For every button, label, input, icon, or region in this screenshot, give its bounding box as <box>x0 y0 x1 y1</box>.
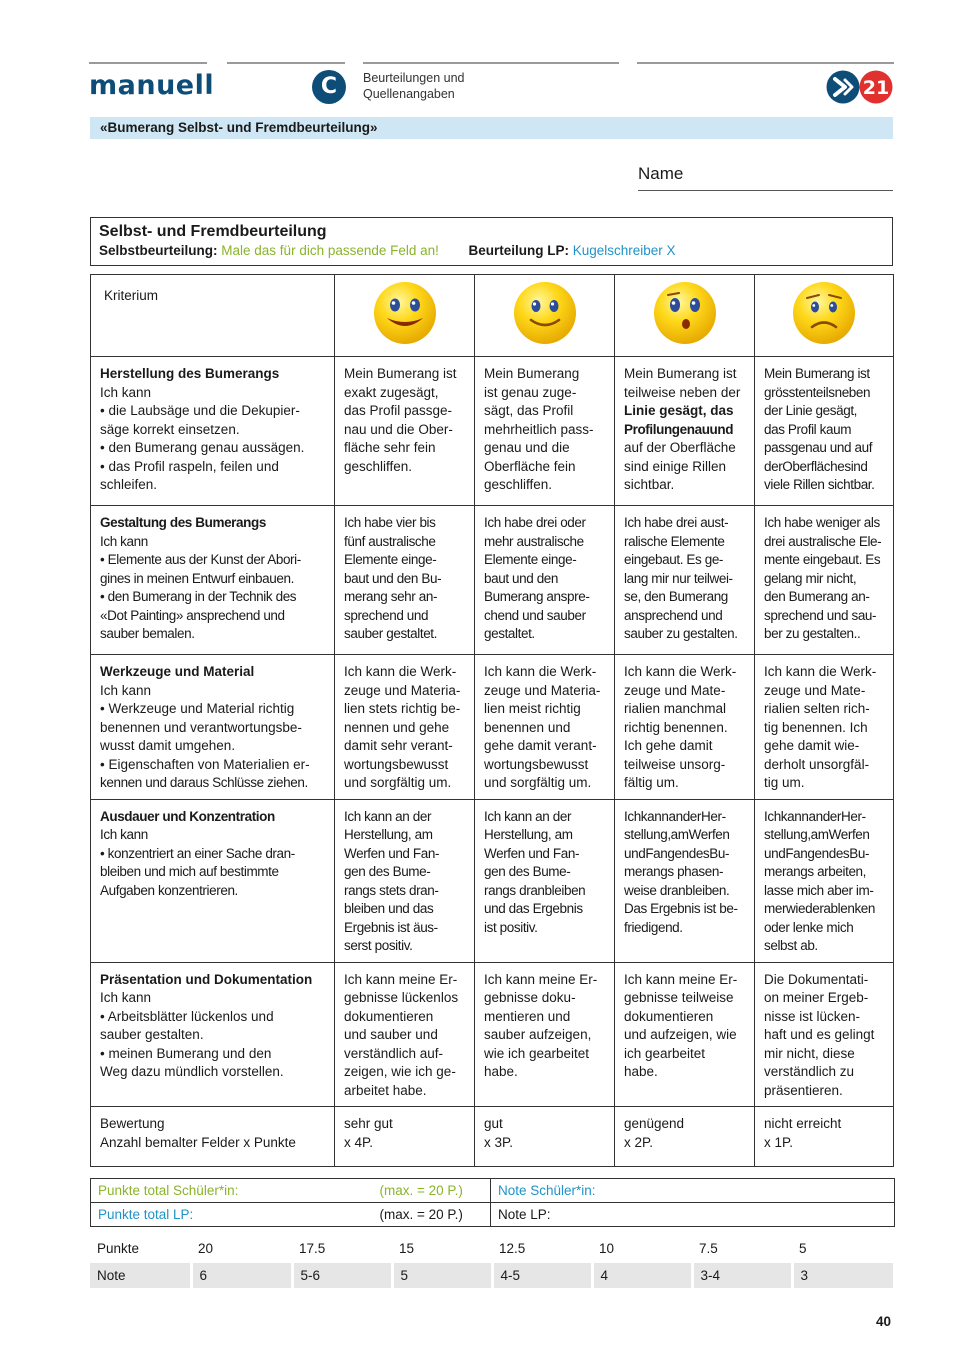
level-line: chend und sauber <box>484 607 586 623</box>
criterion-line: Ich kann <box>100 682 152 698</box>
chapter-badge: C <box>312 70 346 104</box>
level-line: teilweise unsorg- <box>624 756 726 772</box>
level-line: nisse ist lücken- <box>764 1008 861 1024</box>
lehrplan21-logo <box>826 70 894 104</box>
rating-level: sehr gut <box>344 1116 393 1131</box>
arrow-logo-icon <box>826 70 894 104</box>
scale-points-value: 12.5 <box>499 1241 526 1256</box>
level-line: mentieren und <box>484 1008 571 1024</box>
level-line: lang mir nur teilwei- <box>624 570 733 586</box>
level-line: merang sehr an- <box>344 589 438 604</box>
sad-face-icon <box>791 280 857 346</box>
level-line: geschliffen. <box>484 477 553 492</box>
criterion-line: Ich kann <box>100 827 148 842</box>
level-line: mehrheitlich pass- <box>484 421 594 437</box>
level-line: arbeitet habe. <box>344 1082 427 1098</box>
criterion-line: • Eigenschaften von Materialien er- <box>100 756 310 772</box>
criterion-line: kennen und daraus Schlüsse ziehen. <box>100 775 308 790</box>
criterion-cell <box>91 655 335 800</box>
level-line: lasse mich aber im- <box>764 882 874 898</box>
criterion-cell <box>91 506 335 655</box>
rating-sublabel: Anzahl bemalter Felder x Punkte <box>100 1134 296 1150</box>
level-line: Das Ergebnis ist be- <box>624 901 738 916</box>
scale-grade-value: 5 <box>392 1262 492 1288</box>
level-line: Ich kann meine Er- <box>624 971 738 987</box>
criterion-line: • Elemente aus der Kunst der Abori- <box>100 552 301 567</box>
rating-cell-very-good <box>335 1107 475 1167</box>
criterion-cell <box>91 357 335 506</box>
big-smile-face-icon <box>372 280 438 346</box>
level-line: sprechend und sau- <box>764 607 877 623</box>
assessment-title: Selbst- und Fremdbeurteilung <box>99 223 327 240</box>
level-line: sägt, das Profil <box>484 403 574 418</box>
level-cell-not-achieved[interactable] <box>755 357 894 506</box>
logo-number: 21 <box>862 77 890 99</box>
level-line: dokumentieren <box>624 1008 714 1024</box>
level-cell-not-achieved[interactable] <box>755 799 894 962</box>
criterion-cell <box>91 962 335 1107</box>
level-line: und sauber und <box>344 1027 438 1042</box>
criterion-line: • das Profil raspeln, feilen und <box>100 458 279 474</box>
level-line: richtig benennen. <box>624 719 728 735</box>
level-line: IchkannanderHer- <box>764 808 866 824</box>
scale-points-label: Punkte <box>97 1241 140 1256</box>
level-line: Herstellung, am <box>344 827 433 842</box>
level-line: Bumerang anspre- <box>484 589 590 604</box>
level-line: Werfen und Fan- <box>484 845 580 861</box>
level-line: auf der Oberfläche <box>624 440 736 455</box>
level-cell-sufficient[interactable] <box>615 799 755 962</box>
level-line: rialien selten rich- <box>764 701 870 716</box>
points-total-table <box>90 1178 895 1227</box>
level-line: den Bumerang an- <box>764 589 870 604</box>
level-line: und sorgfältig um. <box>344 775 452 790</box>
level-line: wie ich gearbeitet <box>484 1045 590 1061</box>
teacher-points-label: Punkte total LP: <box>91 1203 373 1227</box>
level-line: und sorgfältig um. <box>484 775 592 790</box>
section-title <box>363 70 464 102</box>
level-cell-not-achieved[interactable] <box>755 506 894 655</box>
level-line: Herstellung, am <box>484 827 573 842</box>
level-line: sind einige Rillen <box>624 458 727 474</box>
teacher-assessment-label: Beurteilung LP: <box>468 243 569 258</box>
criterion-row-3 <box>91 655 894 800</box>
criterion-line: gines in meinen Entwurf einbauen. <box>100 570 294 586</box>
level-line: Elemente einge- <box>484 552 577 567</box>
level-line: Ich habe weniger als <box>764 515 880 530</box>
level-line: teilweise neben der <box>624 384 741 400</box>
smiley-cell <box>335 275 475 357</box>
level-cell-very-good[interactable] <box>335 506 475 655</box>
scale-points-value: 10 <box>599 1241 615 1256</box>
level-line: gebnisse lückenlos <box>344 990 459 1005</box>
level-line: genau und die <box>484 440 570 455</box>
level-cell-good[interactable] <box>475 655 615 800</box>
criterion-line: säge korrekt einsetzen. <box>100 421 240 437</box>
level-line: der Linie gesägt, <box>764 403 858 418</box>
level-line: gestaltet. <box>484 626 535 641</box>
level-cell-sufficient[interactable] <box>615 357 755 506</box>
level-cell-good[interactable] <box>475 799 615 962</box>
level-line: undFangendesBu- <box>624 845 730 861</box>
criterion-line: • den Bumerang in der Technik des <box>100 589 297 604</box>
level-line: mir nicht, diese <box>764 1045 855 1061</box>
level-line: gen des Bume- <box>484 864 571 879</box>
scale-grade-label: Note <box>90 1262 191 1288</box>
criterion-line: Ich kann <box>100 384 152 400</box>
rating-label: Bewertung <box>100 1116 165 1131</box>
smiley-cell <box>615 275 755 357</box>
criterion-line: Aufgaben konzentrieren. <box>100 882 238 898</box>
teacher-assessment-instruction: Kugelschreiber X <box>572 243 676 258</box>
level-line: rialien manchmal <box>624 701 727 716</box>
level-line: stellung,amWerfen <box>764 827 870 842</box>
header-rule-4 <box>637 62 894 64</box>
level-line: weise dranbleiben. <box>624 882 730 898</box>
criterion-line: sauber gestalten. <box>100 1027 204 1042</box>
level-line: Ich kann an der <box>484 808 572 824</box>
level-line: tig um. <box>764 775 805 790</box>
level-line: drei australische Ele- <box>764 533 882 549</box>
level-line: sauber zu gestalten. <box>624 626 738 641</box>
surprised-face-icon <box>652 280 718 346</box>
criterion-title: Ausdauer und Konzentration <box>100 808 275 824</box>
rating-points: x 4P. <box>344 1134 374 1150</box>
level-line: sprechend und <box>344 607 429 623</box>
criterion-line: schleifen. <box>100 477 158 492</box>
level-line: zeuge und Materia- <box>484 682 601 698</box>
criterion-title: Herstellung des Bumerangs <box>100 366 280 381</box>
scale-grade-value: 6 <box>191 1262 292 1288</box>
level-line: undFangendesBu- <box>764 845 870 861</box>
scale-grade-value: 3-4 <box>692 1262 792 1288</box>
level-line: Ich gehe damit <box>624 738 713 753</box>
scale-points-row <box>90 1236 893 1262</box>
level-line: Mein Bumerang ist <box>624 366 737 381</box>
level-line: lien stets richtig be- <box>344 701 461 716</box>
level-line: Ich kann die Werk- <box>764 664 877 679</box>
scale-grade-value: 4 <box>592 1262 692 1288</box>
level-line: fältig um. <box>624 775 679 790</box>
section-title-line-2: Quellenangaben <box>363 87 455 101</box>
scale-grade-value: 3 <box>792 1262 893 1288</box>
criterion-header: Kriterium <box>91 275 335 357</box>
level-line: Linie gesägt, das <box>624 403 734 418</box>
level-line: und aufzeigen, wie <box>624 1027 737 1042</box>
header-rule-2 <box>227 62 345 64</box>
level-line: mehr australische <box>484 533 584 549</box>
scale-grade-row <box>90 1262 893 1288</box>
criterion-line: • die Laubsäge und die Dekupier- <box>100 403 300 418</box>
level-line: gebnisse teilweise <box>624 990 734 1005</box>
level-line: mente eingebaut. Es <box>764 552 881 567</box>
scale-grade-value: 4-5 <box>492 1262 592 1288</box>
level-line: Oberfläche fein <box>484 458 576 474</box>
level-cell-sufficient[interactable] <box>615 655 755 800</box>
criterion-line: • Werkzeuge und Material richtig <box>100 701 295 716</box>
level-line: derholt unsorgfäl- <box>764 756 870 772</box>
smile-face-icon <box>512 280 578 346</box>
scale-points-value: 7.5 <box>699 1241 718 1256</box>
rating-points: x 1P. <box>764 1134 794 1150</box>
level-line: tig benennen. Ich <box>764 719 868 735</box>
level-line: ist positiv. <box>484 919 538 935</box>
scale-points-value: 17.5 <box>299 1241 326 1256</box>
self-assessment-instruction: Male das für dich passende Feld an! <box>221 243 439 258</box>
criterion-row-5 <box>91 962 894 1107</box>
assessment-header-box <box>90 217 893 266</box>
criterion-title: Werkzeuge und Material <box>100 664 255 679</box>
student-points-row <box>91 1179 895 1203</box>
level-line: gehe damit wie- <box>764 738 860 753</box>
level-line: habe. <box>624 1064 658 1079</box>
rating-points: x 3P. <box>484 1134 514 1150</box>
level-cell-sufficient[interactable] <box>615 506 755 655</box>
level-cell-very-good[interactable] <box>335 655 475 800</box>
level-line: und das Ergebnis <box>484 901 583 916</box>
criterion-row-1 <box>91 357 894 506</box>
student-points-max: (max. = 20 P.) <box>373 1179 491 1203</box>
smiley-cell <box>475 275 615 357</box>
level-line: verständlich zu <box>764 1064 855 1079</box>
level-line: stellung,amWerfen <box>624 827 730 842</box>
scale-grade-value: 5-6 <box>292 1262 392 1288</box>
criterion-line: • konzentriert an einer Sache dran- <box>100 845 295 861</box>
scale-points-value: 5 <box>799 1241 807 1256</box>
level-line: Ich habe vier bis <box>344 515 436 530</box>
level-line: IchkannanderHer- <box>624 808 726 824</box>
teacher-points-row <box>91 1203 895 1227</box>
level-line: gebnisse doku- <box>484 990 576 1005</box>
criterion-title: Präsentation und Dokumentation <box>100 971 313 987</box>
level-line: haft und es gelingt <box>764 1027 875 1042</box>
level-line: Ich kann die Werk- <box>344 664 457 679</box>
rating-level: genügend <box>624 1116 685 1131</box>
rating-cell-good <box>475 1107 615 1167</box>
level-line: wortungsbewusst <box>344 756 449 772</box>
name-label: Name <box>638 164 684 183</box>
level-line: präsentieren. <box>764 1082 843 1098</box>
level-line: zeigen, wie ich ge- <box>344 1064 456 1079</box>
level-line: rangs stets dran- <box>344 882 439 898</box>
level-line: merangs arbeiten, <box>764 864 867 879</box>
scale-points-value: 20 <box>198 1241 214 1256</box>
level-line: geschliffen. <box>344 458 413 474</box>
header-rule-1 <box>89 62 207 64</box>
criterion-line: • den Bumerang genau aussägen. <box>100 440 305 455</box>
level-line: wortungsbewusst <box>484 756 589 772</box>
level-line: Ich kann meine Er- <box>344 971 458 987</box>
criterion-title: Gestaltung des Bumerangs <box>100 515 266 530</box>
criterion-cell <box>91 799 335 962</box>
level-cell-very-good[interactable] <box>335 799 475 962</box>
level-line: zeuge und Mate- <box>764 682 866 698</box>
level-cell-not-achieved[interactable] <box>755 962 894 1107</box>
level-line: verständlich auf- <box>344 1045 444 1061</box>
level-line: fläche sehr fein <box>344 440 436 455</box>
level-line: damit sehr verant- <box>344 738 453 753</box>
level-line: nau und die Ober- <box>344 421 453 437</box>
brand-title: manuell <box>89 70 215 101</box>
level-line: Ich kann an der <box>344 808 432 824</box>
level-line: Werfen und Fan- <box>344 845 440 861</box>
level-line: sichtbar. <box>624 477 675 492</box>
level-line: Elemente einge- <box>344 552 437 567</box>
criterion-line: Weg dazu mündlich vorstellen. <box>100 1064 284 1079</box>
rating-points: x 2P. <box>624 1134 654 1150</box>
level-line: eingebaut. Es ge- <box>624 552 724 567</box>
level-line: Mein Bumerang <box>484 366 580 381</box>
header-rule-3 <box>363 62 619 64</box>
level-line: viele Rillen sichtbar. <box>764 477 875 492</box>
level-line: benennen und <box>484 719 571 735</box>
level-line: Ich kann die Werk- <box>484 664 597 679</box>
level-line: exakt zugesägt, <box>344 384 439 400</box>
criterion-line: wusst damit umgehen. <box>100 738 236 753</box>
level-line: lien meist richtig <box>484 701 581 716</box>
level-line: dokumentieren <box>344 1008 434 1024</box>
level-line: Mein Bumerang ist <box>344 366 457 381</box>
level-line: fünf australische <box>344 533 436 549</box>
level-line: Die Dokumentati- <box>764 971 869 987</box>
rubric-table <box>90 274 894 1167</box>
level-line: Ich kann die Werk- <box>624 664 737 679</box>
teacher-points-max: (max. = 20 P.) <box>373 1203 491 1227</box>
level-cell-very-good[interactable] <box>335 962 475 1107</box>
student-grade-field[interactable]: Note Schüler*in: <box>491 1179 895 1203</box>
level-line: passgenau und auf <box>764 440 873 455</box>
criterion-line: benennen und verantwortungsbe- <box>100 719 302 735</box>
criterion-line: Ich kann <box>100 533 148 549</box>
rating-label-cell <box>91 1107 335 1167</box>
level-line: ralische Elemente <box>624 533 725 549</box>
teacher-grade-field[interactable]: Note LP: <box>491 1203 895 1227</box>
criterion-row-2 <box>91 506 894 655</box>
criterion-line: bleiben und mich auf bestimmte <box>100 864 279 879</box>
rating-level: gut <box>484 1116 503 1131</box>
student-points-label: Punkte total Schüler*in: <box>91 1179 373 1203</box>
level-line: zeuge und Materia- <box>344 682 461 698</box>
criterion-line: • meinen Bumerang und den <box>100 1045 272 1061</box>
level-cell-sufficient[interactable] <box>615 962 755 1107</box>
level-line: selbst ab. <box>764 938 818 953</box>
level-line: das Profil passge- <box>344 403 453 418</box>
self-assessment-label: Selbstbeurteilung: <box>99 243 218 258</box>
page-number: 40 <box>876 1314 892 1329</box>
level-cell-good[interactable] <box>475 962 615 1107</box>
criterion-line: sauber bemalen. <box>100 626 195 641</box>
level-line: Profilungenauund <box>624 421 734 437</box>
level-line: serst positiv. <box>344 938 413 953</box>
criterion-line: «Dot Painting» ansprechend und <box>100 607 285 623</box>
level-line: derOberflächesind <box>764 458 868 474</box>
name-line[interactable] <box>638 190 893 191</box>
level-line: grösstenteilsneben <box>764 384 871 400</box>
level-line: oder lenke mich <box>764 919 854 935</box>
level-line: ist genau zuge- <box>484 384 577 400</box>
level-line: se, den Bumerang <box>624 589 728 604</box>
level-line: rangs dranbleiben <box>484 882 586 898</box>
rating-row <box>91 1107 894 1167</box>
assessment-instructions <box>99 242 884 260</box>
scale-points-value: 15 <box>399 1241 415 1256</box>
smiley-cell <box>755 275 894 357</box>
level-line: gehe damit verant- <box>484 738 597 753</box>
level-line: Ergebnis ist äus- <box>344 919 438 935</box>
rating-cell-sufficient <box>615 1107 755 1167</box>
level-cell-not-achieved[interactable] <box>755 655 894 800</box>
level-line: ansprechend und <box>624 607 723 623</box>
criterion-row-4 <box>91 799 894 962</box>
level-line: Ich kann meine Er- <box>484 971 598 987</box>
level-line: nennen und gehe <box>344 719 450 735</box>
level-line: baut und den Bu- <box>344 570 442 586</box>
level-line: merwiederablenken <box>764 901 876 916</box>
level-line: Ich habe drei oder <box>484 515 586 530</box>
level-line: sauber aufzeigen, <box>484 1027 592 1042</box>
level-line: ber zu gestalten.. <box>764 626 861 641</box>
level-cell-good[interactable] <box>475 357 615 506</box>
level-line: Ich habe drei aust- <box>624 515 729 530</box>
level-line: bleiben und das <box>344 901 434 916</box>
level-line: merangs phasen- <box>624 864 724 879</box>
criterion-line: • Arbeitsblätter lückenlos und <box>100 1008 274 1024</box>
level-line: baut und den <box>484 570 559 586</box>
level-line: gen des Bume- <box>344 864 431 879</box>
level-line: gelang mir nicht, <box>764 570 857 586</box>
level-line: habe. <box>484 1064 518 1079</box>
level-line: sauber gestaltet. <box>344 626 438 641</box>
rating-level: nicht erreicht <box>764 1116 842 1131</box>
grading-scale <box>90 1236 893 1288</box>
level-line: das Profil kaum <box>764 421 852 437</box>
level-line: friedigend. <box>624 919 683 935</box>
level-line: on meiner Ergeb- <box>764 990 869 1005</box>
rating-cell-not-achieved <box>755 1107 894 1167</box>
section-title-line-1: Beurteilungen und <box>363 71 465 85</box>
level-line: ich gearbeitet <box>624 1045 706 1061</box>
worksheet-banner: «Bumerang Selbst- und Fremdbeurteilung» <box>90 117 893 139</box>
level-cell-good[interactable] <box>475 506 615 655</box>
level-line: zeuge und Mate- <box>624 682 726 698</box>
criterion-line: Ich kann <box>100 990 152 1005</box>
level-cell-very-good[interactable] <box>335 357 475 506</box>
rubric-header-row <box>91 275 894 357</box>
level-line: Mein Bumerang ist <box>764 366 870 381</box>
